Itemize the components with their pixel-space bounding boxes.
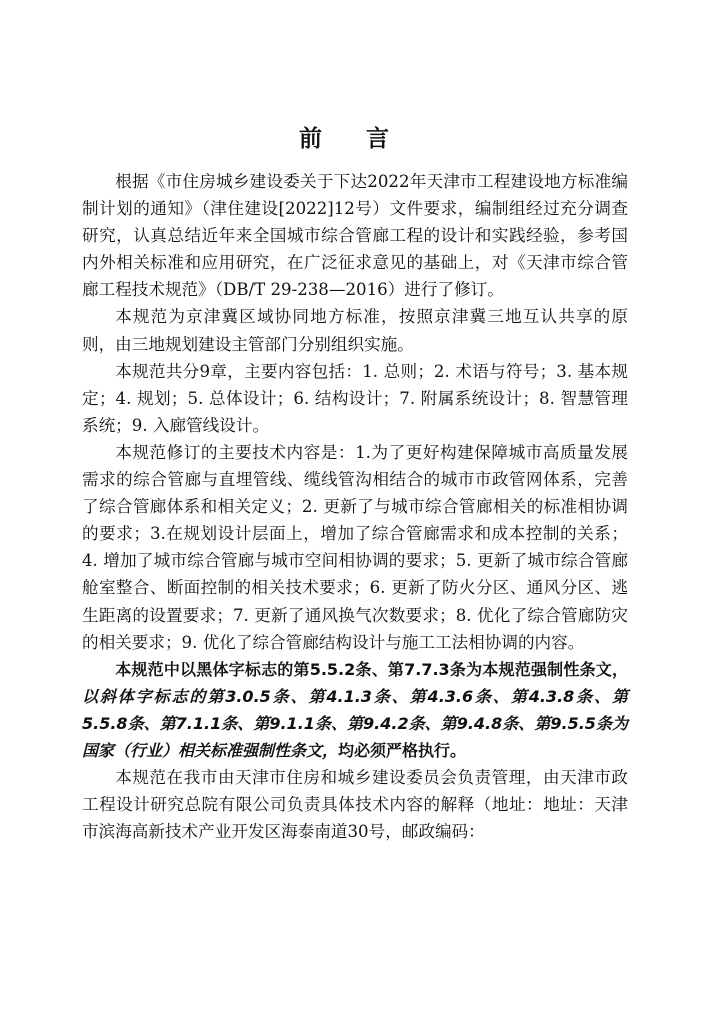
paragraph-contents: 本规范共分9章，主要内容包括：1. 总则；2. 术语与符号；3. 基本规定；4. 规划；5. 总体设计；6. 结构设计；7. 附属系统设计；8. 智慧管理系统；9. 入廊管线设计。 — [82, 361, 628, 435]
paragraph-mandatory — [82, 656, 628, 764]
page-title: 前 言 — [298, 126, 407, 152]
body-text — [82, 168, 628, 845]
paragraph-regional: 本规范为京津冀区域协同地方标准，按照京津冀三地互认共享的原则，由三地规划建设主管部门分别组织实施。 — [82, 307, 628, 354]
mandatory-italic-text: 以斜体字标志的第3.0.5条、第4.1.3条、第4.3.6条、第4.3.8条、第5.5.8条、第7.1.1条、第9.1.1条、第9.4.2条、第9.4.8条、第9.5.5条为国家（行业）相关标准强制性条文， — [82, 686, 628, 760]
paragraph-management: 本规范在我市由天津市住房和城乡建设委员会负责管理，由天津市政工程设计研究总院有限公司负责具体技术内容的解释（地址：地址：天津市滨海高新技术产业开发区海泰南道30号，邮政编码： — [82, 768, 628, 842]
mandatory-bold-text: 本规范中以黑体字标志的第5.5.2条、第7.7.3条为本规范强制性条文， — [115, 659, 628, 679]
paragraph-revisions: 本规范修订的主要技术内容是：1.为了更好构建保障城市高质量发展需求的综合管廊与直埋管线、缆线管沟相结合的城市市政管网体系，完善了综合管廊体系和相关定义；2. 更新了与城市综合管廊相关的标准相协调的要求；3.在规划设计层面上，增加了综合管廊需求和成本控制的关系；4. 增加了城市综合管廊与城市空间相协调的要求；5. 更新了城市综合管廊舱室整合、断面控制的相关技术要求；6. 更新了防火分区、通风分区、逃生距离的设置要求；7. 更新了通风换气次数要求；8. 优化了综合管廊防灾的相关要求；9. 优化了综合管廊结构设计与施工工法相协调的内容。 — [82, 442, 628, 652]
mandatory-closing-text: 均必须严格执行。 — [338, 740, 467, 760]
paragraph-basis: 根据《市住房城乡建设委关于下达2022年天津市工程建设地方标准编制计划的通知》（津住建设[2022]12号）文件要求，编制组经过充分调查研究，认真总结近年来全国城市综合管廊工程的设计和实践经验，参考国内外相关标准和应用研究，在广泛征求意见的基础上，对《天津市综合管廊工程技术规范》（DB/T 29-238—2016）进行了修订。 — [82, 172, 628, 300]
